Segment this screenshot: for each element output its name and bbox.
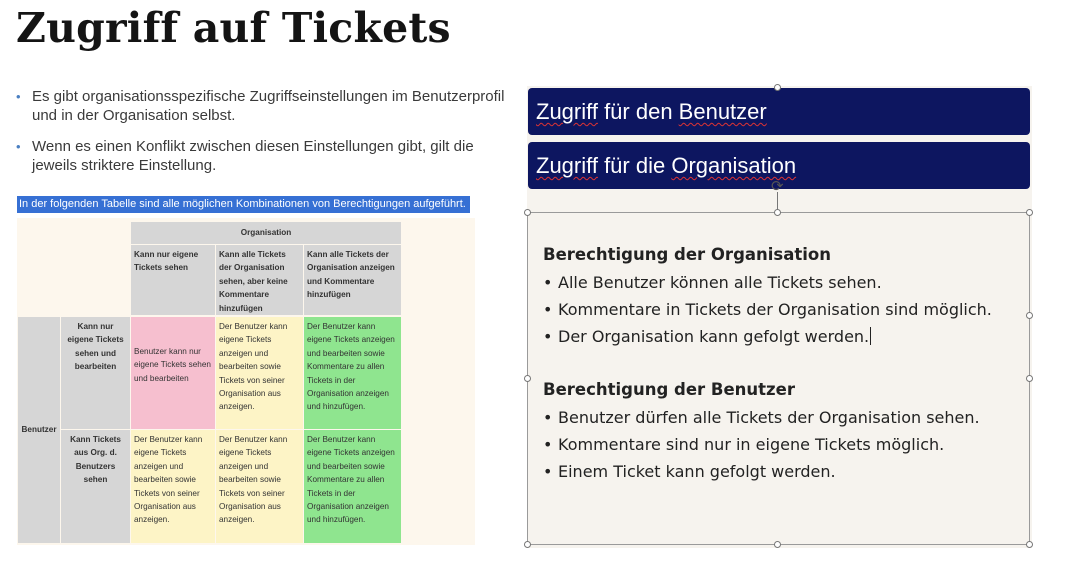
row-header-own: Kann nur eigene Tickets sehen und bearbeiten xyxy=(61,317,130,429)
slide-title: Zugriff auf Tickets xyxy=(16,4,451,52)
resize-handle[interactable] xyxy=(524,209,531,216)
section-benutzer[interactable] xyxy=(543,378,1023,485)
resize-handle[interactable] xyxy=(1026,312,1033,319)
list-item: • Der Organisation kann gefolgt werden. xyxy=(543,323,1023,350)
list-item: • Benutzer dürfen alle Tickets der Organisation sehen. xyxy=(543,404,1023,431)
list-item: • Kommentare in Tickets der Organisation sind möglich. xyxy=(543,296,1023,323)
cell-yellow: Der Benutzer kann eigene Tickets anzeigen und bearbeiten sowie Tickets von seiner Organisation aus anzeigen. xyxy=(131,430,215,543)
bullet-item: • Wenn es einen Konflikt zwischen diesen Einstellungen gibt, gilt die jeweils striktere Einstellung. xyxy=(16,138,474,174)
resize-handle[interactable] xyxy=(524,375,531,382)
resize-handle[interactable] xyxy=(774,209,781,216)
list-item: • Alle Benutzer können alle Tickets sehen. xyxy=(543,269,1023,296)
col-header-comment-org: Kann alle Tickets der Organisation anzeigen und Kommentare hinzufügen xyxy=(304,245,401,315)
resize-handle[interactable] xyxy=(1026,541,1033,548)
group-header-organisation: Organisation xyxy=(131,222,401,244)
bullet-list xyxy=(16,87,506,187)
resize-handle[interactable] xyxy=(1026,375,1033,382)
resize-handle[interactable] xyxy=(1026,209,1033,216)
cell-green: Der Benutzer kann eigene Tickets anzeigen und bearbeiten sowie Kommentare zu allen Tickets in der Organisation anzeigen und hinzufügen. xyxy=(304,430,401,543)
bar-zugriff-organisation[interactable]: Zugriff für die Organisation xyxy=(528,142,1030,189)
section-heading: Berechtigung der Organisation xyxy=(543,245,832,264)
section-heading: Berechtigung der Benutzer xyxy=(543,380,795,399)
cell-yellow: Der Benutzer kann eigene Tickets anzeigen und bearbeiten sowie Tickets von seiner Organisation aus anzeigen. xyxy=(216,317,303,429)
bar-zugriff-benutzer[interactable]: Zugriff für den Benutzer xyxy=(528,88,1030,135)
table-caption: In der folgenden Tabelle sind alle möglichen Kombinationen von Berechtigungen aufgeführt. xyxy=(17,196,470,213)
col-header-view-org: Kann alle Tickets der Organisation sehen, aber keine Kommentare hinzufügen xyxy=(216,245,303,315)
cell-yellow: Der Benutzer kann eigene Tickets anzeigen und bearbeiten sowie Tickets von seiner Organisation aus anzeigen. xyxy=(216,430,303,543)
resize-handle[interactable] xyxy=(524,541,531,548)
section-organisation[interactable] xyxy=(543,243,1023,350)
row-header-org: Kann Tickets aus Org. d. Benutzers sehen xyxy=(61,430,130,543)
bullet-dot-icon: • xyxy=(16,139,21,154)
row-group-benutzer: Benutzer xyxy=(18,317,60,543)
bullet-dot-icon: • xyxy=(16,89,21,104)
col-header-own: Kann nur eigene Tickets sehen xyxy=(131,245,215,315)
list-item: • Kommentare sind nur in eigene Tickets möglich. xyxy=(543,431,1023,458)
cell-green: Der Benutzer kann eigene Tickets anzeigen und bearbeiten sowie Kommentare zu allen Tickets in der Organisation anzeigen und hinzufügen. xyxy=(304,317,401,429)
rotate-handle-icon[interactable]: ⟳ xyxy=(771,178,784,195)
resize-handle[interactable] xyxy=(774,541,781,548)
permission-matrix-image xyxy=(17,218,475,545)
text-cursor xyxy=(870,327,871,345)
cell-pink: Benutzer kann nur eigene Tickets sehen und bearbeiten xyxy=(131,317,215,429)
list-item: • Einem Ticket kann gefolgt werden. xyxy=(543,458,1023,485)
resize-handle[interactable] xyxy=(774,84,781,91)
bullet-item: • Es gibt organisationsspezifische Zugriffseinstellungen im Benutzerprofil und in der Organisation selbst. xyxy=(16,88,505,124)
